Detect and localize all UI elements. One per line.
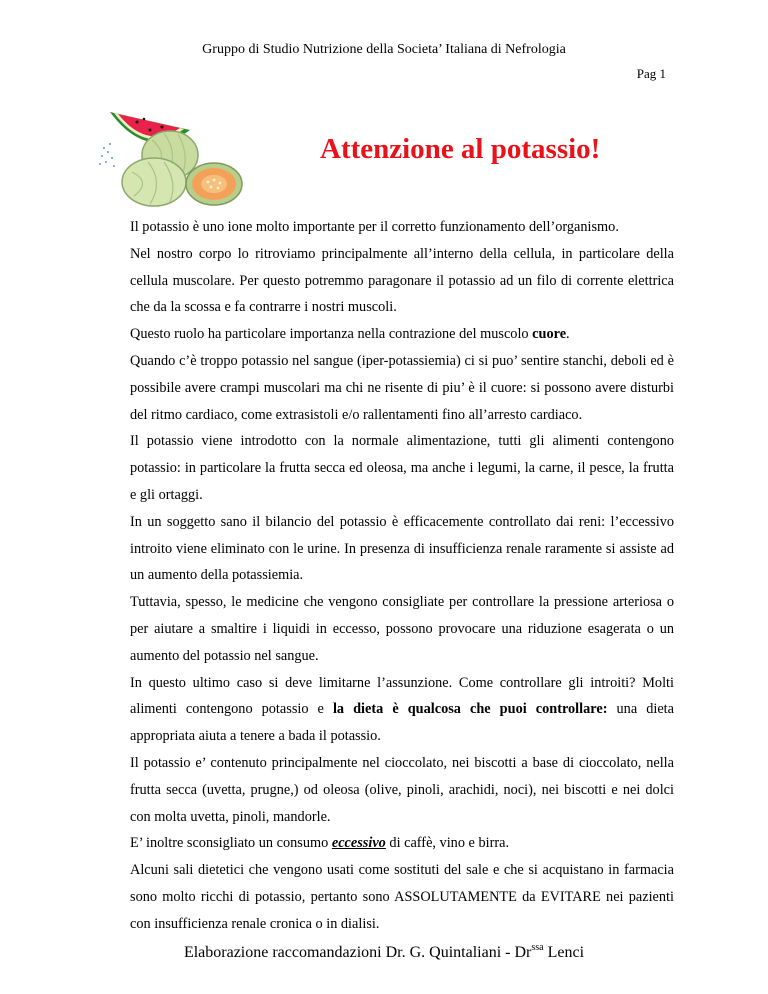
footer-superscript: ssa bbox=[531, 942, 544, 953]
paragraph bbox=[130, 670, 674, 750]
paragraph: Tuttavia, spesso, le medicine che vengono consigliate per controllare la pressione arteriosa o per aiutare a smaltire i liquidi in eccesso, possono provocare una riduzione esagerata o un aumento del potassio nel sangue. bbox=[130, 594, 674, 664]
article-body bbox=[130, 214, 674, 938]
paragraph: Nel nostro corpo lo ritroviamo principalmente all’interno della cellula, in particolare della cellula muscolare. Per questo potremmo paragonare il potassio ad un filo di corrente elettrica che da la scossa e fa contrarre i nostri muscoli. bbox=[130, 245, 674, 316]
paragraph: In un soggetto sano il bilancio del potassio è efficacemente controllato dai reni: l’eccessivo introito viene eliminato con le urine. In presenza di insufficienza renale raramente si assiste ad un aumento della potassiemia. bbox=[130, 513, 674, 584]
page-title: Attenzione al potassio! bbox=[320, 133, 601, 165]
text-run: di caffè, vino e birra. bbox=[385, 835, 510, 852]
paragraph: Il potassio viene introdotto con la normale alimentazione, tutti gli alimenti contengono potassio: in particolare la frutta secca ed oleosa, ma anche i legumi, la carne, il pesce, la frutta e gli ortaggi. bbox=[130, 433, 674, 503]
watermelon-melon-icon bbox=[92, 100, 292, 208]
emphasis-text: cuore bbox=[532, 326, 567, 343]
paragraph bbox=[130, 321, 674, 348]
paragraph bbox=[130, 830, 674, 857]
paragraph: Il potassio è uno ione molto importante per il corretto funzionamento dell’organismo. bbox=[130, 219, 619, 235]
text-run: In questo ultimo caso si deve limitarne l’assunzione. Come controllare gli introiti? Molti alimenti contengono potassio e bbox=[130, 674, 674, 718]
emphasis-text: eccessivo bbox=[331, 835, 386, 852]
paragraph: Il potassio e’ contenuto principalmente nel cioccolato, nei biscotti a base di cioccolato, nella frutta secca (uvetta, prugne,) od oleosa (olive, pinoli, arachidi, noci), nei biscotti e nei dolci con molta uvetta, pinoli, mandorle. bbox=[130, 754, 674, 825]
text-run: Questo ruolo ha particolare importanza nella contrazione del muscolo bbox=[130, 326, 533, 343]
paragraph: Alcuni sali dietetici che vengono usati come sostituti del sale e che si acquistano in farmacia sono molto ricchi di potassio, pertanto sono ASSOLUTAMENTE da EVITARE nei pazienti con insufficienza renale cronica o in dialisi. bbox=[130, 862, 674, 932]
page-number: Pag 1 bbox=[636, 66, 666, 81]
paragraph: Quando c’è troppo potassio nel sangue (iper-potassiemia) ci si puo’ sentire stanchi, deboli ed è possibile avere crampi muscolari ma chi ne risente di piu’ è il cuore: si possono avere disturbi del ritmo cardiaco, come extrasistoli e/o rallentamenti fino all’arresto cardiaco. bbox=[130, 352, 674, 423]
text-run: una dieta appropriata aiuta a tenere a bada il potassio. bbox=[130, 701, 674, 745]
document-header: Gruppo di Studio Nutrizione della Societa’ Italiana di Nefrologia bbox=[202, 42, 566, 57]
footer-tail: Lenci bbox=[543, 944, 585, 961]
footer-text: Elaborazione raccomandazioni Dr. G. Quintaliani - Dr bbox=[183, 944, 532, 961]
text-run: . bbox=[566, 326, 570, 343]
emphasis-text: la dieta è qualcosa che puoi controllare: bbox=[332, 701, 608, 718]
text-run: E’ inoltre sconsigliato un consumo bbox=[130, 835, 332, 852]
document-footer bbox=[0, 944, 768, 962]
